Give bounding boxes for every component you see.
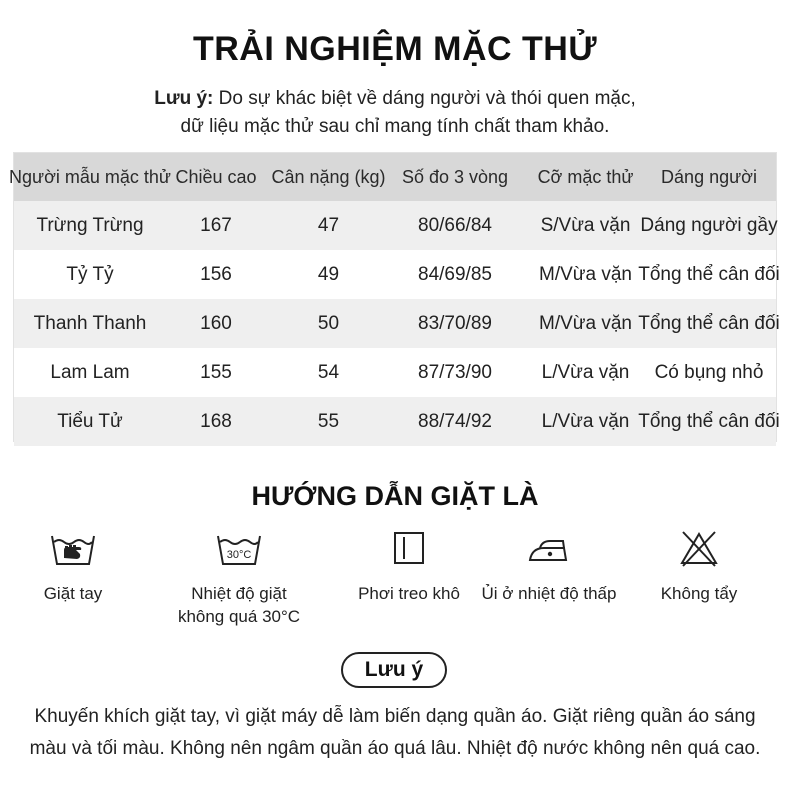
cell-model: Thanh Thanh [33, 312, 147, 334]
hand-wash-icon [48, 528, 98, 570]
page-title: TRẢI NGHIỆM MẶC THỬ [192, 30, 598, 68]
cell-size: L/Vừa vặn [541, 361, 630, 383]
cell-size: S/Vừa vặn [540, 214, 631, 236]
cell-size: M/Vừa vặn [539, 263, 632, 285]
header-height: Chiều cao [175, 166, 257, 187]
cell-model: Trừng Trừng [36, 214, 144, 236]
care-label: Giặt tay [43, 584, 103, 603]
notice-text-line-2: màu và tối màu. Không nên ngâm quần áo quá lâu. Nhiệt độ nước không nên quá cao. [29, 738, 761, 759]
cell-measurements: 80/66/84 [418, 214, 492, 236]
cell-weight: 55 [317, 410, 340, 432]
care-item-hang-dry [334, 528, 484, 605]
cell-measurements: 88/74/92 [418, 410, 492, 432]
header-model: Người mẫu mặc thử [9, 166, 171, 187]
notice-label-pill: Lưu ý [341, 652, 447, 688]
care-item-no-bleach [624, 528, 774, 605]
care-item-hand-wash [0, 528, 148, 605]
care-guide-title: HƯỚNG DẪN GIẶT LÀ [251, 481, 539, 511]
care-label-line-1: Nhiệt độ giặt [191, 584, 287, 603]
cell-model: Tiểu Tử [57, 410, 123, 432]
care-label: Phơi treo khô [358, 584, 460, 603]
header-measurements: Số đo 3 vòng [401, 166, 509, 187]
cell-size: M/Vừa vặn [539, 312, 632, 334]
fit-note-label: Lưu ý: [154, 88, 214, 109]
no-bleach-icon [674, 528, 724, 570]
care-label: Không tẩy [660, 584, 738, 603]
cell-height: 160 [200, 312, 232, 334]
hang-dry-icon [384, 528, 434, 570]
header-size: Cỡ mặc thử [537, 166, 634, 187]
header-body-type: Dáng người [661, 166, 757, 187]
cell-measurements: 83/70/89 [418, 312, 492, 334]
care-item-iron-low [474, 528, 624, 605]
table-header-row [9, 153, 776, 201]
cell-height: 155 [200, 361, 232, 383]
cell-height: 168 [200, 410, 232, 432]
table-row [14, 299, 780, 348]
cell-height: 156 [200, 263, 232, 285]
table-row [14, 250, 780, 299]
cell-height: 167 [200, 214, 232, 236]
fitting-table [9, 152, 780, 442]
cell-size: L/Vừa vặn [541, 410, 630, 432]
cell-weight: 50 [317, 312, 340, 334]
cell-body-type: Tổng thể cân đối [638, 312, 780, 334]
care-item-wash-30 [164, 528, 314, 628]
table-row [14, 397, 780, 446]
wash-30c-icon [214, 528, 264, 570]
table-row [14, 348, 776, 397]
cell-measurements: 84/69/85 [418, 263, 492, 285]
cell-body-type: Có bụng nhỏ [654, 361, 764, 383]
iron-low-icon [524, 528, 574, 570]
fit-note-line-1 [0, 88, 790, 110]
cell-weight: 54 [317, 361, 340, 383]
care-label: Ủi ở nhiệt độ thấp [481, 584, 617, 603]
notice-text-line-1: Khuyến khích giặt tay, vì giặt máy dễ làm biến dạng quần áo. Giặt riêng quần áo sáng [34, 706, 756, 727]
header-weight: Cân nặng (kg) [271, 166, 386, 187]
fit-note-text-1: Do sự khác biệt về dáng người và thói quen mặc, [213, 88, 636, 109]
cell-model: Lam Lam [50, 361, 130, 383]
cell-body-type: Tổng thể cân đối [638, 410, 780, 432]
wash-temp-badge: 30°C [226, 549, 252, 561]
cell-measurements: 87/73/90 [418, 361, 492, 383]
cell-model: Tỷ Tỷ [66, 263, 114, 285]
cell-body-type: Dáng người gầy [640, 214, 778, 236]
cell-weight: 47 [317, 214, 340, 236]
care-label-line-2: không quá 30°C [177, 607, 301, 626]
fit-note-line-2: dữ liệu mặc thử sau chỉ mang tính chất tham khảo. [180, 116, 610, 137]
table-row [14, 201, 776, 250]
cell-weight: 49 [317, 263, 340, 285]
cell-body-type: Tổng thể cân đối [638, 263, 780, 285]
